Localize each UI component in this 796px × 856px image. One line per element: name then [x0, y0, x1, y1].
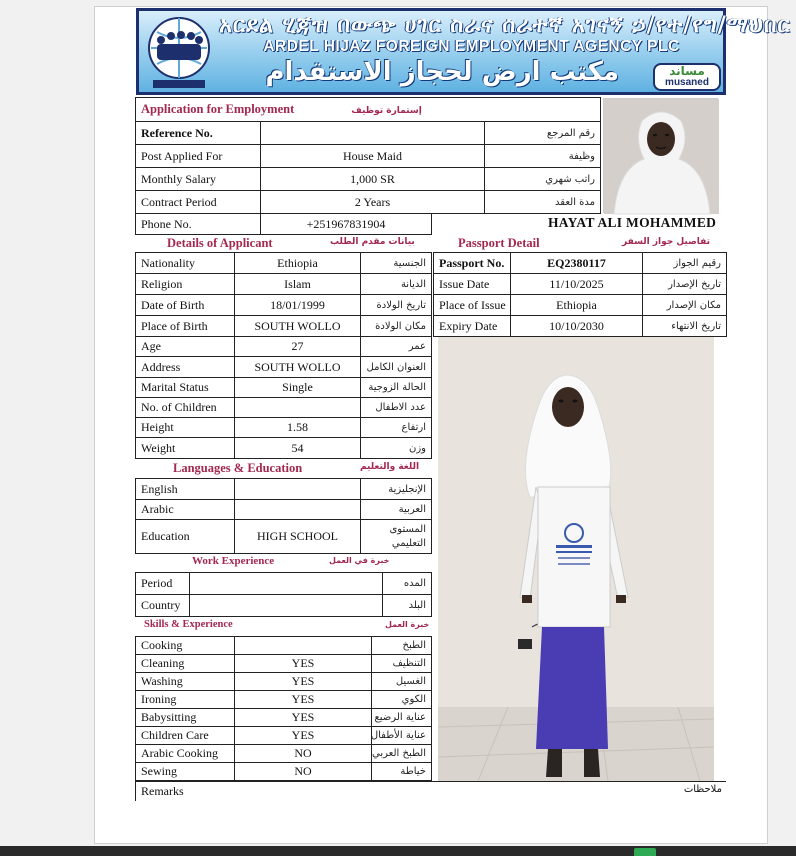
skills-table [135, 636, 432, 781]
phone-label: Phone No. [136, 214, 261, 235]
application-header-row [136, 98, 601, 122]
table-row [136, 520, 432, 554]
table-row [434, 316, 727, 337]
children-value [235, 398, 361, 418]
english-label: English [136, 479, 235, 500]
english-label-ar: الإنجليزية [361, 479, 432, 500]
full-body-image [438, 337, 714, 781]
passport-no-label-ar: رقيم الجواز [643, 253, 727, 274]
table-row [136, 418, 432, 438]
weight-value: 54 [235, 438, 361, 459]
address-label: Address [136, 357, 235, 378]
education-value: HIGH SCHOOL [235, 520, 361, 554]
children-label-ar: عدد الاطفال [361, 398, 432, 418]
passport-no-value: EQ2380117 [511, 253, 643, 274]
details-title: Details of Applicant [167, 236, 273, 250]
issue-place-value: Ethiopia [511, 295, 643, 316]
education-label-ar-line2: التعليمي [391, 537, 426, 549]
post-value: House Maid [261, 145, 485, 168]
taskbar [0, 846, 796, 856]
work-header [135, 553, 431, 571]
passport-title-ar: تفاصيل جواز السفر [622, 237, 711, 247]
table-row [136, 655, 432, 673]
passport-title: Passport Detail [458, 236, 540, 250]
babysitting-label-ar: عناية الرضيع [372, 709, 432, 727]
dob-label-ar: تاريخ الولادة [361, 295, 432, 316]
children-care-label-ar: عناية الأطفال [372, 727, 432, 745]
sewing-label: Sewing [136, 763, 235, 781]
phone-table [135, 213, 432, 235]
nationality-value: Ethiopia [235, 253, 361, 274]
issue-place-label: Place of Issue [434, 295, 511, 316]
cooking-label: Cooking [136, 637, 235, 655]
birthplace-label-ar: مكان الولادة [361, 316, 432, 337]
phone-value: +251967831904 [261, 214, 432, 235]
marital-label: Marital Status [136, 378, 235, 398]
table-row [136, 595, 432, 617]
children-care-label: Children Care [136, 727, 235, 745]
table-row [136, 673, 432, 691]
passport-header [432, 234, 726, 252]
education-label-ar-line1: المستوى [389, 523, 426, 535]
work-title: Work Experience [192, 555, 275, 567]
languages-title: Languages & Education [173, 461, 303, 475]
marital-label-ar: الحالة الزوجية [361, 378, 432, 398]
table-row [434, 253, 727, 274]
table-row [136, 337, 432, 357]
nationality-label-ar: الجنسية [361, 253, 432, 274]
washing-label-ar: الغسيل [372, 673, 432, 691]
table-row [136, 745, 432, 763]
skills-header [135, 617, 431, 635]
remarks-row [135, 781, 726, 801]
work-title-ar: خبرة في العمل [329, 556, 390, 565]
cleaning-value: YES [235, 655, 372, 673]
education-label: Education [136, 520, 235, 554]
marital-value: Single [235, 378, 361, 398]
birthplace-value: SOUTH WOLLO [235, 316, 361, 337]
ironing-label: Ironing [136, 691, 235, 709]
ironing-label-ar: الكوي [372, 691, 432, 709]
religion-label: Religion [136, 274, 235, 295]
post-label-ar: وظيفة [485, 145, 601, 168]
dob-value: 18/01/1999 [235, 295, 361, 316]
table-row [136, 763, 432, 781]
table-row [136, 500, 432, 520]
sewing-value: NO [235, 763, 372, 781]
table-row [136, 398, 432, 418]
salary-value: 1,000 SR [261, 168, 485, 191]
issue-date-label-ar: تاريخ الإصدار [643, 274, 727, 295]
applicant-full-photo [438, 337, 714, 781]
weight-label: Weight [136, 438, 235, 459]
dob-label: Date of Birth [136, 295, 235, 316]
country-label: Country [136, 595, 190, 617]
table-row [136, 727, 432, 745]
address-label-ar: العنوان الكامل [361, 357, 432, 378]
salary-label: Monthly Salary [136, 168, 261, 191]
cleaning-label: Cleaning [136, 655, 235, 673]
washing-label: Washing [136, 673, 235, 691]
washing-value: YES [235, 673, 372, 691]
age-value: 27 [235, 337, 361, 357]
contract-label: Contract Period [136, 191, 261, 214]
musaned-english: musaned [665, 77, 709, 88]
banner-amharic-title: አርደል ሂጃዝ በውጭ ሀገር ስራና ሰራተኛ አገናኝ ኃ/የተ/የግ/ማህበር [219, 13, 791, 38]
table-row [136, 191, 601, 214]
banner-arabic-title: مكتب ارض لحجاز الاستقدام [265, 57, 619, 87]
cleaning-label-ar: التنظيف [372, 655, 432, 673]
passport-no-label: Passport No. [434, 253, 511, 274]
children-label: No. of Children [136, 398, 235, 418]
contract-value: 2 Years [261, 191, 485, 214]
work-table [135, 572, 432, 617]
details-header [135, 234, 431, 252]
application-table [135, 97, 601, 214]
weight-label-ar: وزن [361, 438, 432, 459]
musaned-arabic: مساند [669, 64, 705, 78]
sewing-label-ar: خياطة [372, 763, 432, 781]
table-row [136, 214, 432, 235]
details-table [135, 252, 432, 459]
post-label: Post Applied For [136, 145, 261, 168]
table-row [136, 122, 601, 145]
contract-label-ar: مدة العقد [485, 191, 601, 214]
table-row [136, 709, 432, 727]
arabic-value [235, 500, 361, 520]
expiry-label: Expiry Date [434, 316, 511, 337]
address-value: SOUTH WOLLO [235, 357, 361, 378]
height-value: 1.58 [235, 418, 361, 438]
cooking-label-ar: الطبخ [372, 637, 432, 655]
table-row [136, 168, 601, 191]
table-row [136, 691, 432, 709]
languages-table [135, 478, 432, 554]
babysitting-value: YES [235, 709, 372, 727]
table-row [434, 274, 727, 295]
arabic-label: Arabic [136, 500, 235, 520]
taskbar-app-icon[interactable] [634, 848, 656, 856]
agency-logo-icon [143, 14, 215, 90]
age-label-ar: عمر [361, 337, 432, 357]
height-label: Height [136, 418, 235, 438]
education-label-ar [361, 520, 432, 554]
religion-value: Islam [235, 274, 361, 295]
height-label-ar: ارتفاع [361, 418, 432, 438]
children-care-value: YES [235, 727, 372, 745]
details-title-ar: بيانات مقدم الطلب [330, 237, 415, 247]
table-row [136, 438, 432, 459]
table-row [136, 637, 432, 655]
expiry-label-ar: تاريخ الانتهاء [643, 316, 727, 337]
languages-title-ar: اللغة والتعليم [360, 462, 420, 472]
babysitting-label: Babysitting [136, 709, 235, 727]
issue-date-value: 11/10/2025 [511, 274, 643, 295]
expiry-value: 10/10/2030 [511, 316, 643, 337]
applicant-name: HAYAT ALI MOHAMMED [548, 215, 717, 230]
agency-banner [136, 8, 791, 95]
arabic-label-ar: العربية [361, 500, 432, 520]
reference-label: Reference No. [136, 122, 261, 145]
remarks-label-ar: ملاحظات [683, 784, 722, 795]
languages-header [135, 459, 431, 477]
table-row [434, 295, 727, 316]
remarks-label: Remarks [141, 784, 184, 798]
period-label: Period [136, 573, 190, 595]
applicant-portrait-photo [603, 98, 718, 213]
table-row [136, 573, 432, 595]
skills-title-ar: خبرة العمل [385, 620, 430, 629]
table-row [136, 274, 432, 295]
nationality-label: Nationality [136, 253, 235, 274]
ironing-value: YES [235, 691, 372, 709]
religion-label-ar: الديانة [361, 274, 432, 295]
reference-value [261, 122, 485, 145]
arabic-cooking-label-ar: الطبخ العربي [372, 745, 432, 763]
country-label-ar: البلد [383, 595, 432, 617]
salary-label-ar: راتب شهري [485, 168, 601, 191]
application-title-ar: إستمارة توظيف [351, 106, 422, 116]
musaned-logo [653, 63, 721, 91]
table-row [136, 253, 432, 274]
reference-label-ar: رقم المرجع [485, 122, 601, 145]
portrait-image [604, 99, 719, 214]
period-value [190, 573, 383, 595]
birthplace-label: Place of Birth [136, 316, 235, 337]
passport-table [433, 252, 727, 337]
application-title: Application for Employment [141, 102, 295, 116]
skills-title: Skills & Experience [144, 619, 233, 630]
table-row [136, 145, 601, 168]
table-row [136, 316, 432, 337]
period-label-ar: المده [383, 573, 432, 595]
table-row [136, 479, 432, 500]
banner-english-title: ARDEL HIJAZ FOREIGN EMPLOYMENT AGENCY PLC [263, 38, 680, 55]
table-row [136, 357, 432, 378]
age-label: Age [136, 337, 235, 357]
arabic-cooking-label: Arabic Cooking [136, 745, 235, 763]
issue-place-label-ar: مكان الإصدار [643, 295, 727, 316]
issue-date-label: Issue Date [434, 274, 511, 295]
cooking-value [235, 637, 372, 655]
arabic-cooking-value: NO [235, 745, 372, 763]
table-row [136, 295, 432, 316]
table-row [136, 378, 432, 398]
country-value [190, 595, 383, 617]
english-value [235, 479, 361, 500]
